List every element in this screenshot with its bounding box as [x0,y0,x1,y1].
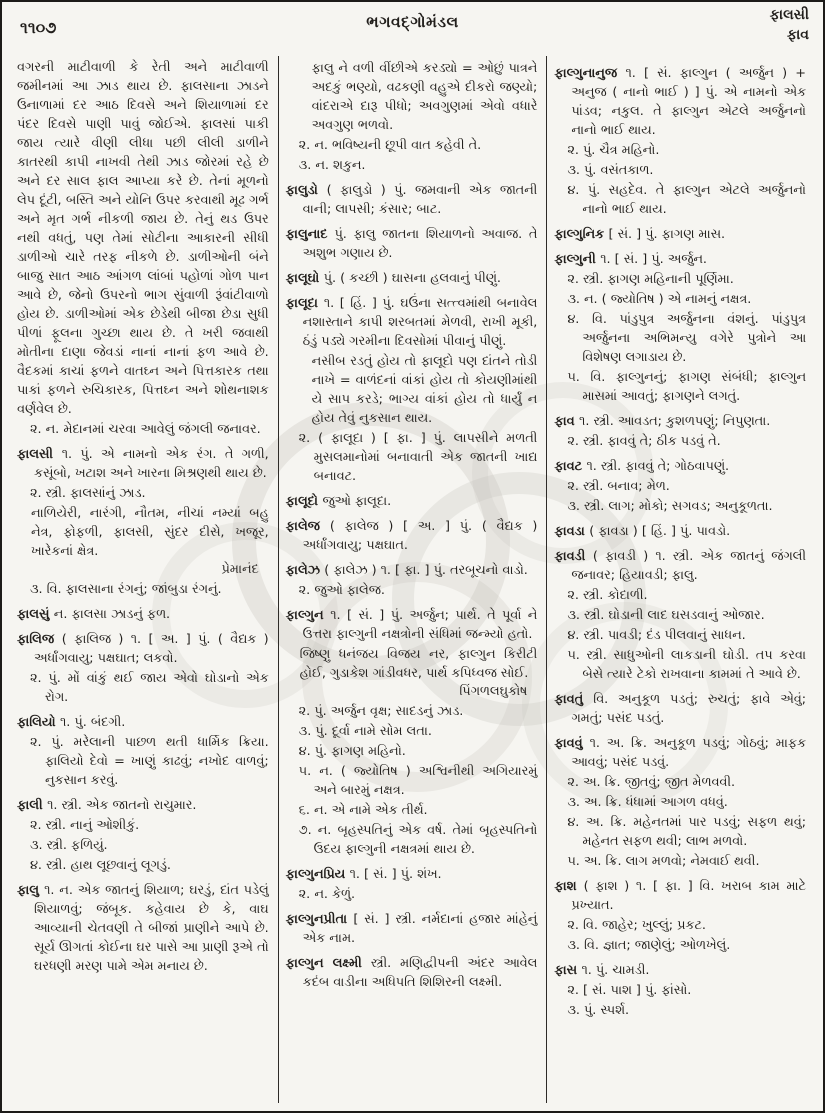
sense-line: ૨. ન. કેળું. [298,887,356,902]
columns [10,56,815,1103]
sense-line: ૪. વિ. પાંડુપુત્ર અર્જુનના વંશનું. પાંડુપુત્ર અર્જુનના અભિમન્યુ વગેરે પુત્રોને આ વિશેષણ લગાડાય છે. [567,312,807,365]
dict-entry: ફાલ્ગુનપ્રીતા [ સં. ] સ્ત્રી. નર્મદાનાં હજાર માંહેનું એક નામ. [285,912,538,946]
dict-entry: ફાલ્ગુનિક [ સં. ] પું. ફાગણ માસ. [554,227,726,242]
sense-line: ૨. જુઓ ફાલેજ. [298,583,385,598]
sense-line: ૨. [ સં. પાશ ] પું. ફાંસો. [567,983,692,998]
guide-word-bottom: ફાવ [786,27,809,44]
sense-line: ૩. સ્ત્રી. લાગ; મોકો; સગવડ; અનુકૂળતા. [567,499,773,514]
headword: ફાલ્ગુની [554,252,601,267]
headword: ફાલ્ગુનિક [554,227,609,242]
headword: ફાલિયો [17,715,60,730]
idiom-line: ફાલુ ને વળી વીંછીએ કરડ્યો = ઓછું પાત્રને અદકું ભણ્યો, વઢકણી વહુએ દીકરો જણ્યો; વાંદરાએ દારૂ પીધો; અવગુણમાં એવો વધારે અવગુણ ભળવો. [311,61,538,133]
dict-entry: ફાલસી ૧. પું. એ નામનો એક રંગ. તે ગળી, કસૂંબો, ખટાશ અને ખારના મિશ્રણથી થાય છે. [17,447,269,481]
book-title: ભગવદ્ગોમંડલ [366,13,459,31]
headword: ફાલુનાદ [285,227,335,242]
dict-entry: ફાવવું ૧. અ. ક્રિ. અનુકૂળ પડવું; ગોઠવું; માફક આવવું; પસંદ પડવું. [554,736,807,770]
sense-line: ૨. સ્ત્રી. નાનું ઓશીકું. [30,818,140,833]
sense-line: ૪. પું. ફાગણ મહિનો. [298,744,406,759]
headword: ફાલ્ગુનપ્રિય [285,867,350,882]
sense-line: ૫. અ. ક્રિ. લાગ મળવો; નેમવાઈ થવી. [567,854,760,869]
sense-line: ૩. પું. વસંતકાળ. [567,163,654,178]
sense-line: ૫. સ્ત્રી. સાધુઓની લાકડાની ઘોડી. તપ કરવા બેસે ત્યારે ટેકો રાખવાના કામમાં તે આવે છે. [567,648,807,682]
sense-line: ૫. વિ. ફાલ્ગુનનું; ફાગણ સંબંધી; ફાલ્ગુન માસમાં આવતું; ફાગણને લગતું. [567,370,807,404]
sense-line: ૨. સ્ત્રી. કોદાળી. [567,588,648,603]
sense-line: ૩. પું. દૂર્વા નામે સોમ લતા. [298,724,432,739]
headword: ફાલુ [17,883,45,898]
dict-entry: ફાલ્ગુન ૧. [ સં. ] પું. અર્જુન; પાર્થ. તે પૂર્વા ને ઉત્તરા ફાલ્ગુની નક્ષત્રોની સંધિમાં જન્મ્યો હતો. [285,608,538,642]
dict-entry: ફાલેઝ ( ફાલેઝ ) ૧. [ ફા. ] પું. તરબૂચનો વાડો. [285,563,528,578]
headword: ફાલ્ગુનાનુજ [554,66,626,81]
verse-line: જિષ્ણુ ધનંજય વિજય નર, ફાલ્ગુન કિરીટી હોઈ, ગુડાકેશ ગાંડીવધર, પાર્થ કપિધ્વજ સોઈ. [299,647,538,681]
sense-line: ૩. સ્ત્રી. ઘોડાની લાદ ઘસડવાનું ઓજાર. [567,608,765,623]
dict-entry: ફાસ ૧. પું. ચામડી. [554,963,650,978]
headword: ફાલેઝ [285,563,325,578]
attribution-line: પિંગળલઘુકોષ [459,684,528,699]
guide-words [770,5,809,46]
headword: ફાસ [554,963,582,978]
sense-line: ૨. સ્ત્રી. બનાવ; મેળ. [567,479,670,494]
page-number: ૧૧૦૭ [20,18,57,37]
sense-line: ૩. અ. ક્રિ. ધંધામાં આગળ વધવું. [567,795,728,810]
headword: ફાલ્ગુન લક્ષ્મી [285,956,371,971]
headword: ફાલ્ગુનપ્રીતા [285,912,354,927]
sense-line: ૨. ન. મેદાનમાં ચરવા આવેલું જંગલી જનાવર. [30,422,261,437]
headword: ફાલસું [17,607,54,622]
headword: ફાવતું [554,692,594,707]
dict-entry: ફાલૂદા ૧. [ હિં. ] પું. ઘઉંના સત્ત્વમાંથી બનાવેલ નશાસ્તાને કાપી શરબતમાં મેળવી, રાખી મૂકી, ઠંડું પડ્યે ગરમીના દિવસોમાં પીવાનું પીણું. [285,296,538,349]
sense-line: ૪. અ. ક્રિ. મહેનતમાં પાર પડવું; સફળ થવું; મહેનત સફળ થવી; લાભ મળવો. [567,815,807,849]
dict-entry: ફાલિયો ૧. પું. બંદગી. [17,715,126,730]
idiom-line: નસીબ રડતું હોય તો ફાલૂદો પણ દાંતને તોડી નાખે = વાળંદનાં વાંકાં હોય તો કોયણીમાંથી યે સાપ કરડે; ભાગ્ય વાંકાં હોય તો ધાર્યું ન હોય તેવું નુકસાન થાય. [311,354,538,426]
dict-entry: ફાલુ ૧. ન. એક જાતનું શિયાળ; ઘરડું, દાંત પડેલું શિયાળવું; જંબૂક. કહેવાય છે કે, વાઘ આવ્યાની ચેતવણી તે બીજાં પ્રાણીને આપે છે. સૂર્ય ઊગતાં કોઈના ઘર પાસે આ પ્રાણી રૂએ તો ઘરધણી મરણ પામે એમ મનાય છે. [17,883,269,974]
dict-entry: ફાલસું ન. ફાલસા ઝાડનું ફળ. [17,607,171,622]
dict-entry: ફાલ્ગુનાનુજ ૧. [ સં. ફાલ્ગુન ( અર્જુન ) + અનુજ ( નાનો ભાઈ ) ] પું. એ નામનો એક પાંડવ; નકુલ. તે ફાલ્ગુન એટલે અર્જુનનો નાનો ભાઈ થાય. [554,66,807,138]
headword: ફાલી [17,798,48,813]
text-column-2 [278,56,547,1103]
headword: ફાલુડો [285,183,327,198]
dict-entry: ફાવટ ૧. સ્ત્રી. ફાવવું તે; ગોઠવાપણું. [554,459,730,474]
dict-entry: ફાવ ૧. સ્ત્રી. આવડત; કુશળપણું; નિપુણતા. [554,414,771,429]
headword: ફાલેજ [285,519,330,534]
headword: ફાલ્ગુન [285,608,331,623]
sense-line: ૩. વિ. ફાલસાના રંગનું; જાંબુડા રંગનું. [30,582,222,597]
sense-line: ૪. પું. સહદેવ. તે ફાલ્ગુન એટલે અર્જુનનો નાનો ભાઈ થાય. [567,183,807,217]
dict-entry: ફાલૂદો જુઓ ફાલૂદા. [285,494,392,509]
headword: ફાલિજ [17,632,62,647]
sense-line: ૨. પું. મોં વાંકું થઈ જાય એવો ઘોડાનો એક રોગ. [30,671,269,705]
dict-entry: ફાવડી ( ફાવડી ) ૧. સ્ત્રી. એક જાતનું જંગલી જનાવર; હિયાવડી; ફાલુ. [554,549,807,583]
headword: ફાલૂદા [285,296,324,311]
dict-entry: ફાલ્ગુનપ્રિય ૧. [ સં. ] પું. શંખ. [285,867,442,882]
headword: ફાલૂઘો [285,271,324,286]
dict-entry: ફાલ્ગુની ૧. [ સં. ] પું. અર્જુન. [554,252,707,267]
sense-line: ૨. પું. અર્જુન વૃક્ષ; સાદડનું ઝાડ. [298,704,464,719]
headword: ફાવ [554,414,580,429]
sense-line: ૨. વિ. જાહેર; ખુલ્લું; પ્રકટ. [567,918,706,933]
sense-line: ૩. પું. સ્પર્શ. [567,1003,630,1018]
sense-line: ૨. સ્ત્રી. ફાલસાંનું ઝાડ. [30,486,146,501]
sense-line: ૨. અ. ક્રિ. જીતવું; જીત મેળવવી. [567,775,736,790]
dict-entry: ફાલિજ ( ફાલિજ ) ૧. [ અ. ] પું. ( વૈદ્યક ) અર્ધાંગવાયુ; પક્ષઘાત; લકવો. [17,632,269,666]
headword: ફાલસી [17,447,62,462]
dict-entry: ફાલેજ ( ફાલેજ ) [ અ. ] પું. ( વૈદ્યક ) અર્ધાંગવાયુ; પક્ષઘાત. [285,519,538,553]
sense-line: ૭. ન. બૃહસ્પતિનું એક વર્ષ. તેમાં બૃહસ્પતિનો ઉદય ફાલ્ગુની નક્ષત્રમાં થાય છે. [298,823,538,857]
headword: ફાવડી [554,549,593,564]
headword: ફાવટ [554,459,587,474]
headword: ફાલૂદો [285,494,323,509]
headword: ફાશ [554,879,584,894]
text-column-1 [10,56,278,1103]
sense-line: ૨. પું. મરેલાની પાછળ થતી ધાર્મિક ક્રિયા. ફાલિયો દેવો = ખાણું કાઢવું; નખોદ વાળવું; નુકસાન કરવું. [30,735,269,788]
sense-line: ૬. ન. એ નામે એક તીર્થ. [298,803,428,818]
dict-entry: ફાલૂઘો પું. ( કચ્છી ) ઘાસના હલવાનું પીણું. [285,271,501,286]
attribution-line: પ્રેમાનંદ [221,562,259,577]
sense-line: ૨. સ્ત્રી. ફાગણ મહિનાની પૂર્ણિમા. [567,272,734,287]
guide-word-top: ફાલસી [769,7,809,23]
continuation-paragraph: વગરની માટીવાળી કે રેતી અને માટીવાળી જમીનમાં આ ઝાડ થાય છે. ફાલસાના ઝાડને ઉનાળામાં દર આઠ દિવસે અને શિયાળામાં દર પંદર દિવસે પાણી પાવું જોઈએ. ફાલસાં પાકી જાય ત્યારે વીણી લીધા પછી લીલી ડાળીને કાતરથી કાપી નાખવી તેથી ઝાડ જોરમાં રહે છે અને દર સાલ ફાલ આપ્યા કરે છે. તેનાં મૂળનો લેપ દૂંટી, બસ્તિ અને યોનિ ઉપર કરવાથી મૂઢ ગર્ભ અને મૃત ગર્ભ નીકળી જાય છે. તેનું થડ ઉપર નથી વધતું, પણ તેમાં સોટીના આકારની સીધી ડાળીઓ ચારે તરફ નીકળે છે. ડાળીઓની બંને બાજુ સાત આઠ આંગળ લાંબાં પહોળાં ગોળ પાન આવે છે, જેનો ઉપરનો ભાગ સુંવાળી રૂંવાંટીવાળો હોય છે. ડાળીઓમાં એક છેડેથી બીજા છેડા સુધી પીળાં ફૂલના ગુચ્છા થાય છે. તે ખરી જવાથી મોતીના દાણા જેવડાં નાનાં નાનાં ફળ આવે છે. વૈદકમાં કાચાં ફળને વાતઘ્ન અને પિત્તકારક તથા પાકાં ફળને રુચિકારક, પિત્તઘ્ન અને શોથનાશક વર્ણવેલ છે. [17,60,269,417]
headword: ફાવવું [554,736,590,751]
dict-entry: ફાલુડો ( ફાલુડો ) પું. જમવાની એક જાતની વાની; લાપસી; કંસાર; બાટ. [285,183,538,217]
sense-line: ૨. પું. ચૈત્ર મહિનો. [567,143,660,158]
sense-line: ૨. ( ફાલૂદા ) [ ફા. ] પું. લાપસીને મળતી મુસલમાનોમાં બનાવાતી એક જાતની ખાદ્ય બનાવટ. [298,431,538,484]
sense-line: ૫. ન. ( જ્યોતિષ ) અશ્વિનીથી અગિયારમું અને બારમું નક્ષત્ર. [298,764,538,798]
sense-line: ૩. ન. ( જ્યોતિષ ) એ નામનું નક્ષત્ર. [567,292,752,307]
sense-line: ૪. સ્ત્રી. પાવડી; દંડ પીલવાનું સાધન. [567,628,746,643]
verse-line: નાળિયેરી, નારંગી, નૌતમ, નીચાં નમ્યાં બહુ નેત્ર, ફોફળી, ફાલસી, સુંદર દીસે, ખજૂર, ખારેકનાં ક્ષેત્ર. [31,506,269,559]
sense-line: ૨. સ્ત્રી. ફાવવું તે; ઠીક પડવું તે. [567,434,721,449]
dict-entry: ફાશ ( ફાશ ) ૧. [ ફા. ] વિ. ખરાબ કામ માટે પ્રખ્યાત. [554,879,807,913]
sense-line: ૩. ન. શકુન. [298,158,366,173]
dict-entry: ફાવતું વિ. અનુકૂળ પડતું; રુચતું; ફાવે એવું; ગમતું; પસંદ પડતું. [554,692,807,726]
dict-entry: ફાલ્ગુન લક્ષ્મી સ્ત્રી. મણિદ્વીપની અંદર આવેલ કદંબ વાડીના અધિપતિ શિશિરની લક્ષ્મી. [285,956,538,990]
sense-line: ૨. ન. ભવિષ્યની છૂપી વાત કહેવી તે. [298,138,482,153]
sense-line: ૩. વિ. જ્ઞાત; જાણેલું; ઓળખેલું. [567,938,731,953]
page-header [2,2,823,54]
dict-entry: ફાલુનાદ પું. ફાલુ જાતના શિયાળનો અવાજ. તે અશુભ ગણાય છે. [285,227,538,261]
headword: ફાવડા [554,524,590,539]
sense-line: ૩. સ્ત્રી. ફળિયું. [30,838,108,853]
sense-line: ૪. સ્ત્રી. હાથ લૂછવાનું લૂગડું. [30,858,171,873]
text-column-3 [546,56,815,1103]
dict-entry: ફાલી ૧. સ્ત્રી. એક જાતનો રાચુમાર. [17,798,197,813]
dict-entry: ફાવડા ( ફાવડા ) [ હિં. ] પું. પાવડો. [554,524,731,539]
